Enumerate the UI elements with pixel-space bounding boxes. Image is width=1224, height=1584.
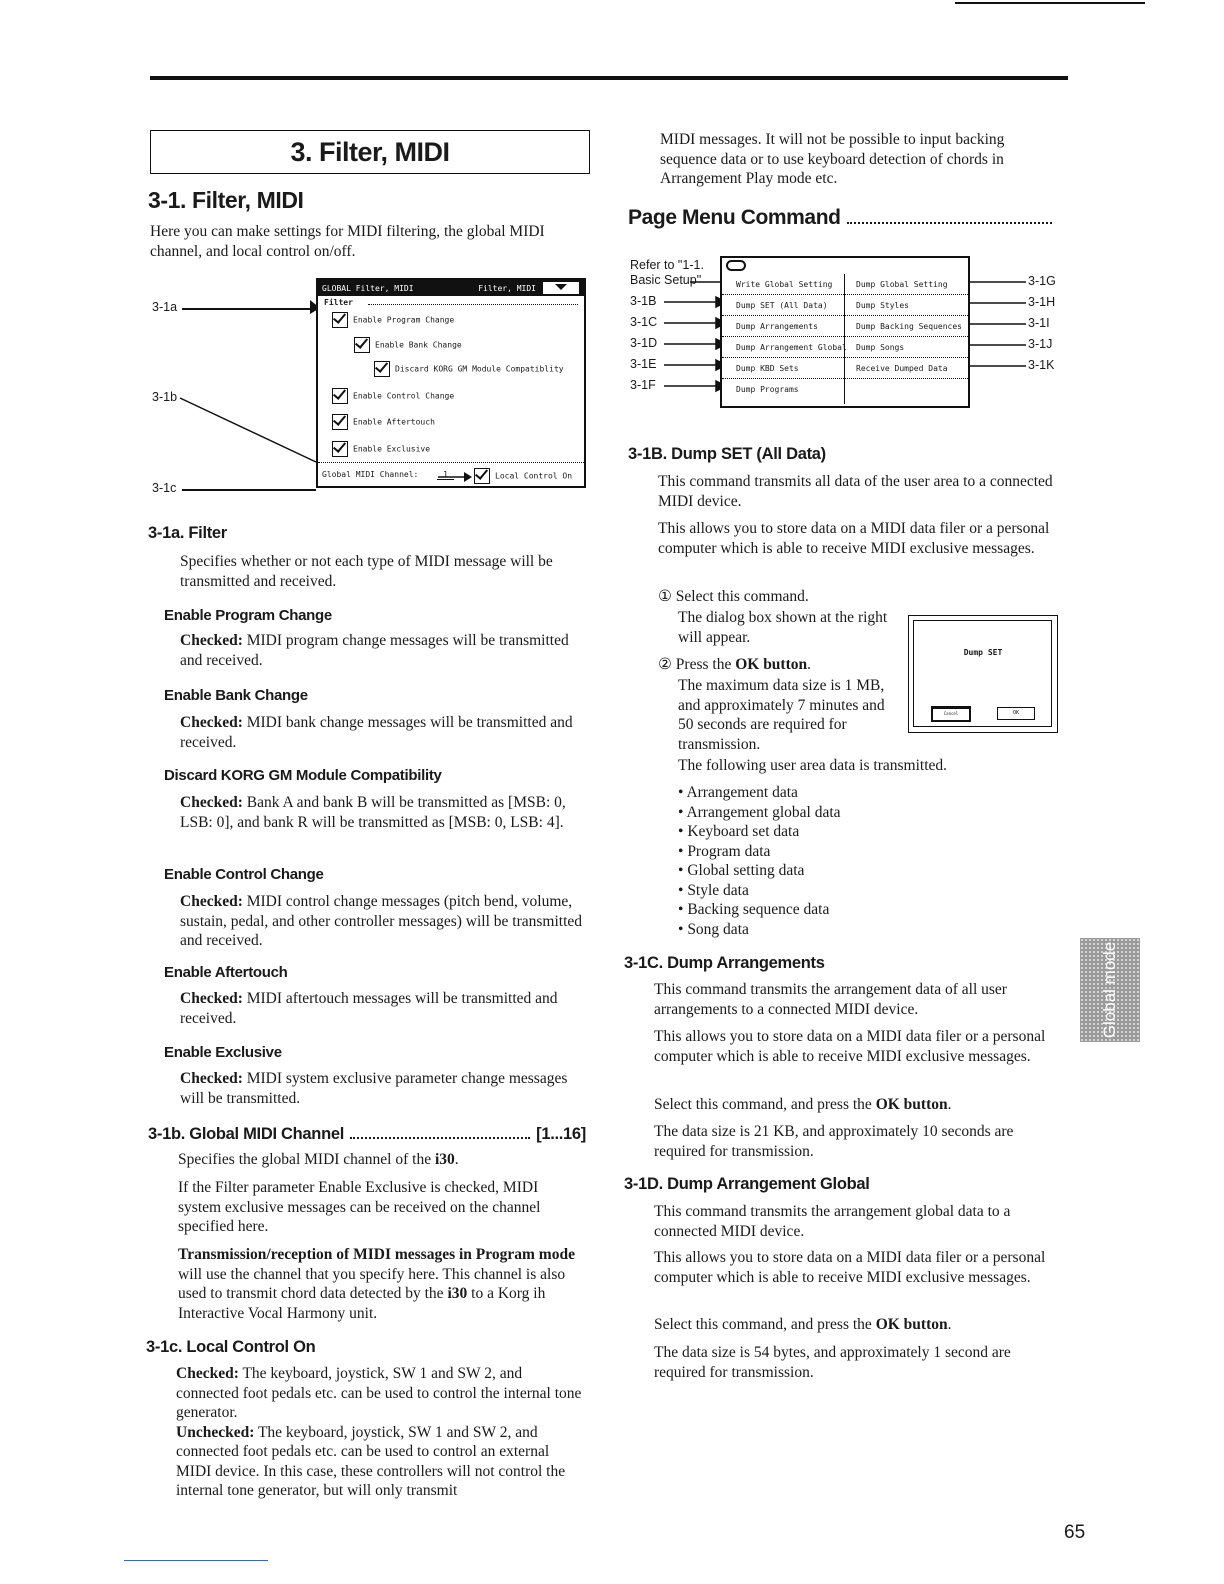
page-menu-box	[720, 256, 970, 408]
item-text-aftertouch: Checked: MIDI aftertouch messages will be transmitted and received.	[180, 990, 558, 1027]
checkbox-checked-icon	[332, 414, 348, 430]
callout-3-1b: 3-1b	[152, 390, 178, 404]
page-number: 65	[1064, 1522, 1086, 1543]
s1B-step2-text: The maximum data size is 1 MB, and approximately 7 minutes and 50 seconds are required for transmission.	[678, 677, 885, 753]
label-3-1F: 3-1F	[630, 378, 656, 392]
dialog-ok-button[interactable]: OK	[997, 707, 1035, 720]
item-text-control: Checked: MIDI control change messages (pitch bend, volume, sustain, pedal, and other controller messages) will be transmitted and received.	[180, 893, 583, 949]
label-3-1H: 3-1H	[1028, 295, 1056, 309]
checkbox-checked-icon	[332, 388, 348, 404]
label-3-1J: 3-1J	[1028, 337, 1053, 351]
list-item: • Style data	[678, 881, 998, 901]
s1b-p1: Specifies the global MIDI channel of the i30.	[178, 1151, 459, 1168]
s1B-step2: ② Press the OK button.	[658, 656, 812, 673]
label-3-1D: 3-1D	[630, 336, 658, 350]
local-control-toggle[interactable]: Local Control On	[474, 468, 572, 484]
s1D-p4: The data size is 54 bytes, and approximately 1 second are required for transmission.	[654, 1344, 1011, 1381]
page-menu-diagram	[628, 252, 1064, 412]
lcd-title-left: GLOBAL Filter, MIDI	[322, 283, 414, 293]
s1C-p1: This command transmits the arrangement data of all user arrangements to a connected MIDI device.	[654, 981, 1007, 1018]
s1D-p2: This allows you to store data on a MIDI data filer or a personal computer which is able to receive MIDI exclusive messages.	[654, 1249, 1046, 1286]
option-control-change[interactable]: Enable Control Change	[332, 388, 454, 404]
callout-3-1a: 3-1a	[152, 300, 178, 314]
label-3-1B: 3-1B	[630, 294, 657, 308]
heading-3-1C: 3-1C. Dump Arrangements	[624, 954, 825, 972]
lcd-diagram	[150, 272, 590, 502]
menu-receive-dumped-data[interactable]: Receive Dumped Data	[856, 364, 948, 373]
list-item: • Arrangement data	[678, 783, 998, 803]
global-channel-value[interactable]: 1	[437, 470, 454, 480]
label-3-1K: 3-1K	[1028, 358, 1055, 372]
menu-dump-kbd-sets[interactable]: Dump KBD Sets	[736, 364, 799, 373]
arrow-right-icon	[438, 470, 474, 484]
heading-3-1c: 3-1c. Local Control On	[146, 1338, 316, 1356]
list-item: • Program data	[678, 842, 998, 862]
corner-rule	[955, 2, 1145, 4]
dialog-cancel-button[interactable]: Cancel	[931, 706, 971, 722]
heading-3-1D: 3-1D. Dump Arrangement Global	[624, 1175, 870, 1193]
option-program-change[interactable]: Enable Program Change	[332, 312, 454, 328]
s1D-p3: Select this command, and press the OK button.	[654, 1316, 952, 1333]
heading-3-1B: 3-1B. Dump SET (All Data)	[628, 445, 826, 463]
option-bank-change[interactable]: Enable Bank Change	[354, 337, 462, 353]
chapter-title-box	[150, 130, 590, 174]
item-title-bank: Enable Bank Change	[164, 687, 308, 704]
item-text-exclusive: Checked: MIDI system exclusive parameter change messages will be transmitted.	[180, 1070, 568, 1107]
global-channel-label: Global MIDI Channel:	[322, 470, 419, 479]
lcd-screen	[316, 278, 586, 488]
checkbox-checked-icon	[354, 337, 370, 353]
item-text-bank: Checked: MIDI bank change messages will be transmitted and received.	[180, 714, 573, 751]
page-menu-heading: Page Menu Command	[628, 206, 1058, 230]
right-top-text: MIDI messages. It will not be possible to input backing sequence data or to use keyboard detection of chords in Arrangement Play mode etc.	[660, 131, 1005, 187]
menu-dump-global-setting[interactable]: Dump Global Setting	[856, 280, 948, 289]
s1c-text: Checked: The keyboard, joystick, SW 1 and SW 2, and connected foot pedals etc. can be used to control the internal tone generator. Unchecked: The keyboard, joystick, SW 1 and SW 2, and connected foot pedals etc. can be used to control an external MIDI device. In this case, these controllers will not control the internal tone generator, but will only transmit	[176, 1365, 582, 1499]
menu-dump-backing-sequences[interactable]: Dump Backing Sequences	[856, 322, 962, 331]
chapter-title: 3. Filter, MIDI	[290, 136, 450, 167]
option-exclusive[interactable]: Enable Exclusive	[332, 441, 430, 457]
item-text-program: Checked: MIDI program change messages will be transmitted and received.	[180, 632, 569, 669]
s1b-p3: Transmission/reception of MIDI messages in Program mode will use the channel that you specify here. This channel is also used to transmit chord data detected by the i30 to a Korg ih Interactive Vocal Harmony unit.	[178, 1246, 575, 1322]
top-rule	[150, 76, 1068, 80]
heading-3-1a: 3-1a. Filter	[148, 524, 227, 542]
lcd-bottom-rule	[318, 462, 584, 463]
filter-group-label: Filter	[324, 298, 353, 307]
filter-group-rule	[368, 304, 578, 305]
option-aftertouch[interactable]: Enable Aftertouch	[332, 414, 435, 430]
list-item: • Global setting data	[678, 861, 998, 881]
item-title-aftertouch: Enable Aftertouch	[164, 964, 288, 981]
heading-3-1b: 3-1b. Global MIDI Channel [1...16]	[148, 1125, 586, 1143]
s1C-p3: Select this command, and press the OK button.	[654, 1096, 952, 1113]
item-title-control: Enable Control Change	[164, 866, 324, 883]
dump-set-data-list	[678, 783, 998, 939]
dialog-title: Dump SET	[963, 648, 1003, 657]
checkbox-checked-icon	[474, 468, 490, 484]
menu-dump-programs[interactable]: Dump Programs	[736, 385, 799, 394]
refer-label: Refer to "1-1. Basic Setup"	[630, 258, 704, 287]
item-title-discard: Discard KORG GM Module Compatibility	[164, 767, 442, 784]
checkbox-checked-icon	[332, 441, 348, 457]
label-3-1I: 3-1I	[1028, 316, 1050, 330]
item-title-exclusive: Enable Exclusive	[164, 1044, 282, 1061]
side-tab-global-mode: Global mode	[1080, 938, 1140, 1042]
s1C-p4: The data size is 21 KB, and approximately 10 seconds are required for transmission.	[654, 1123, 1014, 1160]
s1B-step2-text2: The following user area data is transmitted.	[678, 757, 948, 774]
menu-back-icon[interactable]	[726, 260, 746, 271]
dump-set-dialog	[908, 615, 1058, 733]
label-3-1E: 3-1E	[630, 357, 657, 371]
menu-dump-styles[interactable]: Dump Styles	[856, 301, 909, 310]
s1C-p2: This allows you to store data on a MIDI data filer or a personal computer which is able to receive MIDI exclusive messages.	[654, 1028, 1046, 1065]
lcd-title-right: Filter, MIDI	[478, 283, 536, 293]
label-3-1C: 3-1C	[630, 315, 658, 329]
s1B-p1: This command transmits all data of the user area to a connected MIDI device.	[658, 473, 1053, 510]
list-item: • Arrangement global data	[678, 803, 998, 823]
list-item: • Song data	[678, 920, 998, 940]
menu-dump-set[interactable]: Dump SET (All Data)	[736, 301, 828, 310]
list-item: • Keyboard set data	[678, 822, 998, 842]
menu-dump-songs[interactable]: Dump Songs	[856, 343, 905, 352]
menu-dump-arrangements[interactable]: Dump Arrangements	[736, 322, 818, 331]
item-text-discard: Checked: Bank A and bank B will be transmitted as [MSB: 0, LSB: 0], and bank R will be transmitted as [MSB: 0, LSB: 4].	[180, 794, 566, 831]
s1B-step1: ① Select this command.	[658, 588, 809, 605]
intro-text: Here you can make settings for MIDI filtering, the global MIDI channel, and local control on/off.	[150, 223, 545, 260]
checkbox-checked-icon	[332, 312, 348, 328]
s1D-p1: This command transmits the arrangement global data to a connected MIDI device.	[654, 1203, 1011, 1240]
s1b-p2: If the Filter parameter Enable Exclusive is checked, MIDI system exclusive messages can be received on the channel specified here.	[178, 1179, 541, 1235]
page-menu-button[interactable]	[542, 281, 580, 295]
checkbox-checked-icon	[374, 361, 390, 377]
s1a-text: Specifies whether or not each type of MIDI message will be transmitted and received.	[180, 553, 553, 590]
item-title-program: Enable Program Change	[164, 607, 332, 624]
option-discard-korg-gm[interactable]: Discard KORG GM Module Compatiblity	[374, 361, 564, 377]
s1B-p2: This allows you to store data on a MIDI data filer or a personal computer which is able to receive MIDI exclusive messages.	[658, 520, 1050, 557]
lcd-title-bar	[318, 280, 584, 296]
menu-write-global-setting[interactable]: Write Global Setting	[736, 280, 833, 289]
global-channel-row[interactable]	[322, 470, 454, 479]
list-item: • Backing sequence data	[678, 900, 998, 920]
footer-rule	[124, 1560, 268, 1561]
section-title: 3-1. Filter, MIDI	[148, 187, 304, 213]
label-3-1G: 3-1G	[1028, 274, 1056, 288]
callout-3-1c: 3-1c	[152, 481, 177, 495]
s1B-step1b: The dialog box shown at the right will appear.	[678, 609, 888, 646]
menu-dump-arrangement-global[interactable]: Dump Arrangement Global	[736, 343, 847, 352]
chevron-down-icon	[555, 284, 567, 290]
